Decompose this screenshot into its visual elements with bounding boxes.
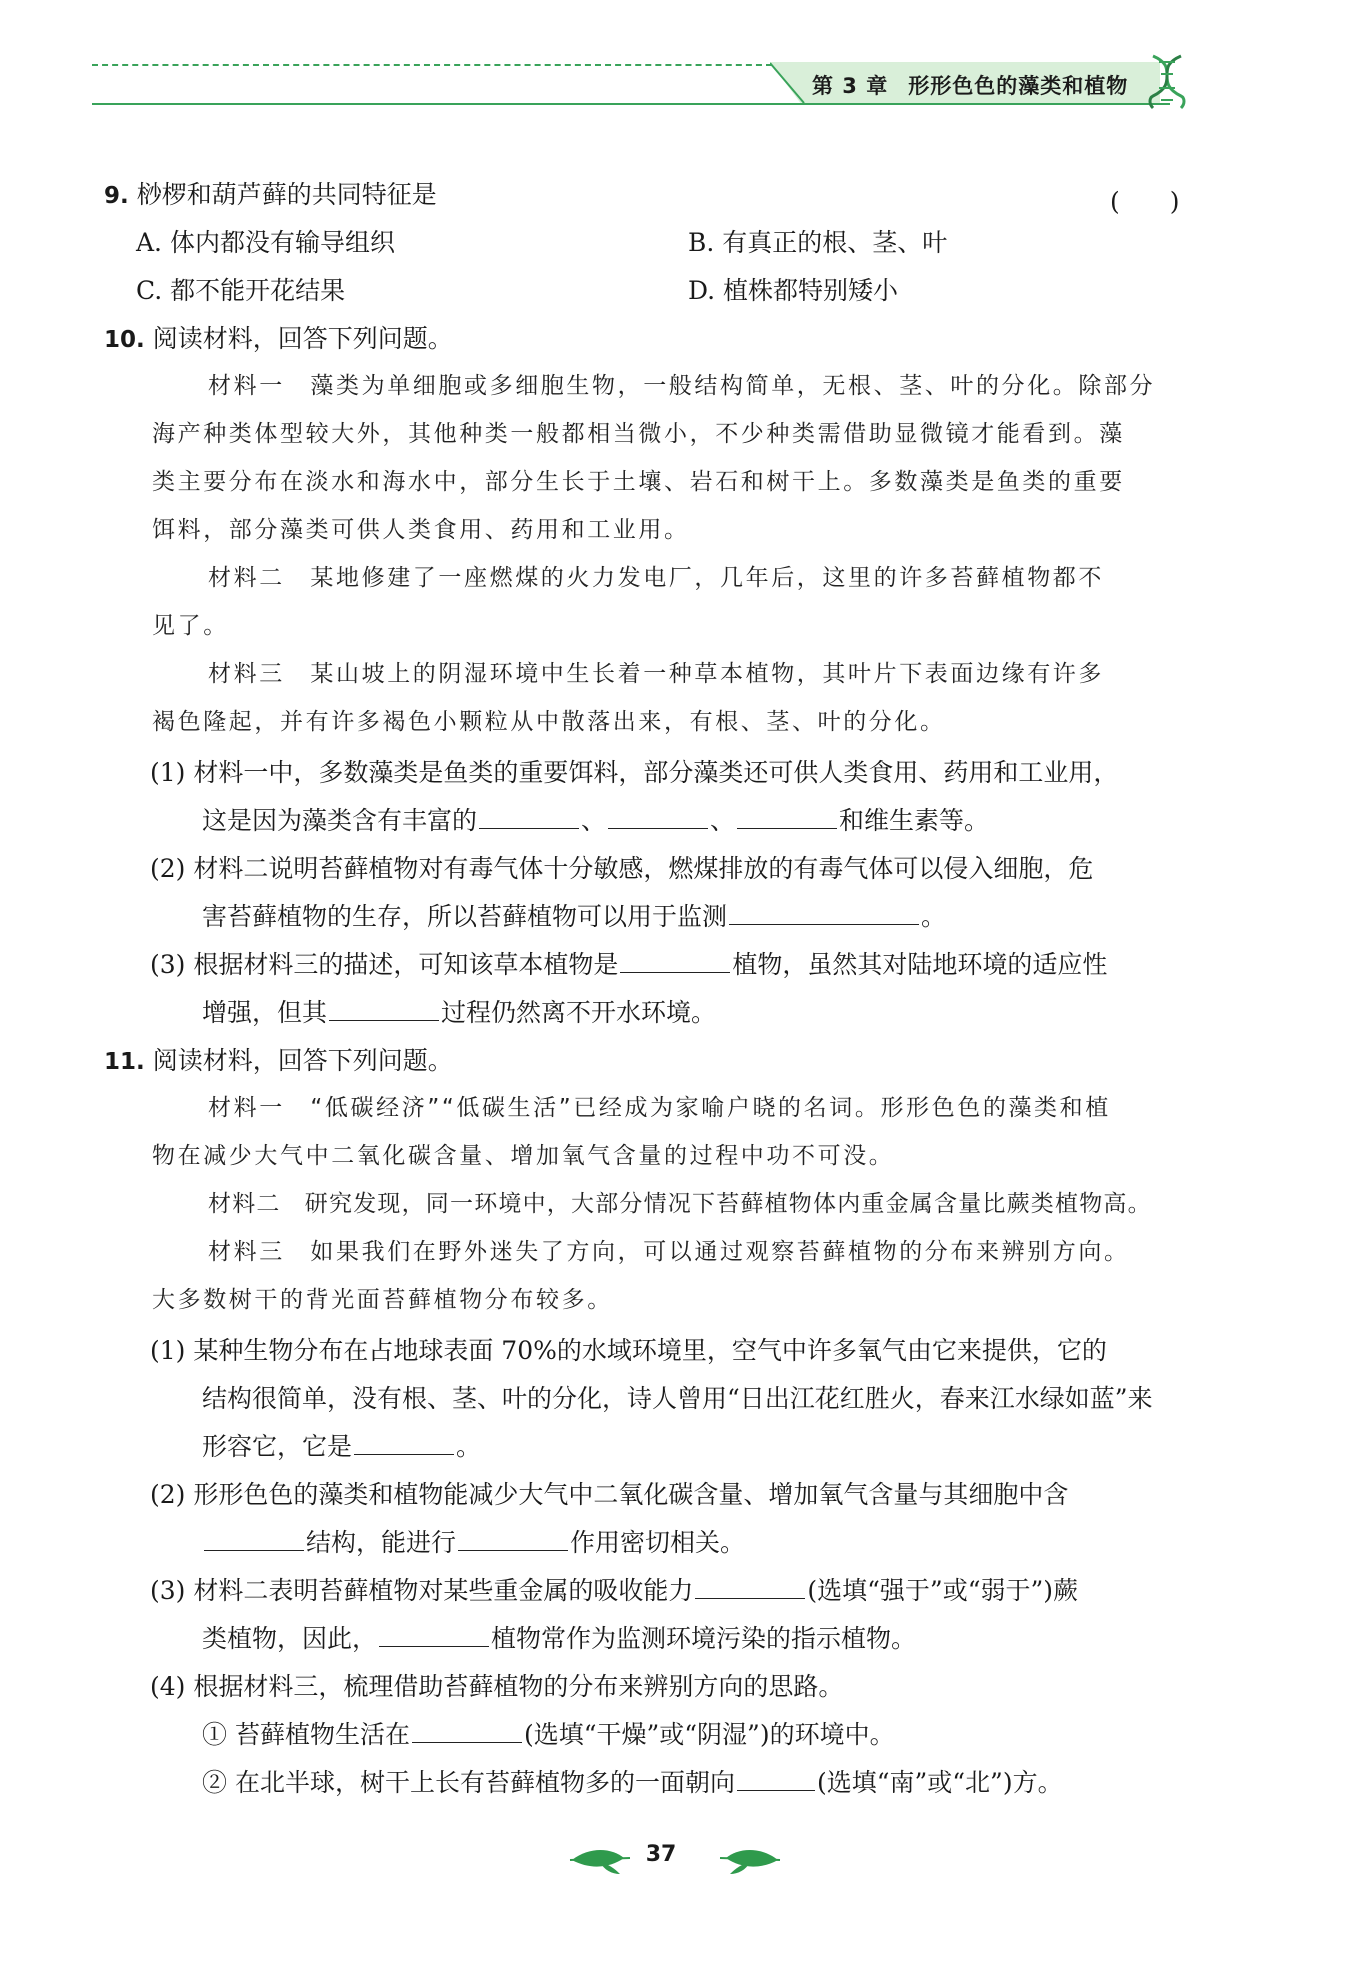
- q10-sub3-text-3: 增强，但其: [202, 998, 328, 1027]
- q10-sub1-tail: 和维生素等。: [839, 806, 990, 835]
- q10-material-1-line-4: 饵料，部分藻类可供人类食用、药用和工业用。: [152, 517, 690, 543]
- q11-sub1-line-2: 结构很简单，没有根、茎、叶的分化，诗人曾用“日出江花红胜火，春来江水绿如蓝”来: [202, 1384, 1153, 1413]
- q11-sub2-text: 结构，能进行: [306, 1528, 457, 1557]
- q11-sub4-item-2-text: ② 在北半球，树干上长有苔藓植物多的一面朝向: [202, 1768, 735, 1797]
- header-dashed-rule: [92, 64, 772, 66]
- q9-option-c: C. 都不能开花结果: [136, 276, 346, 305]
- q10-material-2-line-1: 材料二 某地修建了一座燃煤的火力发电厂，几年后，这里的许多苔藓植物都不: [208, 565, 1104, 591]
- q10-sub1-blank-1[interactable]: [479, 808, 579, 829]
- q10-sub3-blank-2[interactable]: [329, 1000, 439, 1021]
- dna-helix-icon: [1145, 52, 1189, 112]
- q10-sub2-line-1: (2) 材料二说明苔藓植物对有毒气体十分敏感，燃煤排放的有毒气体可以侵入细胞，危: [150, 854, 1094, 883]
- q11-material-1-line-1: 材料一 “低碳经济”“低碳生活”已经成为家喻户晓的名词。形形色色的藻类和植: [208, 1095, 1111, 1121]
- q10-stem-line: [104, 326, 453, 352]
- q11-sub4-item-1: [202, 1722, 895, 1747]
- q11-sub4-item-2-tail: (选填“南”或“北”)方。: [816, 1768, 1063, 1797]
- q10-sub1-blank-2[interactable]: [608, 808, 708, 829]
- q11-sub3-tail: 植物常作为监测环境污染的指示植物。: [491, 1624, 917, 1653]
- q10-sub1-text: 这是因为藻类含有丰富的: [202, 806, 478, 835]
- q9-option-a: A. 体内都没有输导组织: [136, 228, 395, 257]
- chapter-number: 第 3 章: [812, 74, 889, 98]
- q11-sub3-text-3: 类植物，因此，: [202, 1624, 378, 1653]
- q10-number: 10.: [104, 327, 145, 353]
- q10-sub1-line-1: (1) 材料一中，多数藻类是鱼类的重要饵料，部分藻类还可供人类食用、药用和工业用，: [150, 758, 1119, 787]
- q11-sub3-line-1: [150, 1578, 1078, 1603]
- q10-sub2-text: 害苔藓植物的生存，所以苔藓植物可以用于监测: [202, 902, 728, 931]
- q11-sub2-blank-1[interactable]: [204, 1530, 304, 1551]
- q10-material-3-line-2: 褐色隆起，并有许多褐色小颗粒从中散落出来，有根、茎、叶的分化。: [152, 709, 946, 735]
- q11-sub3-line-2: [202, 1626, 916, 1651]
- q9-answer-paren: ( ): [1110, 187, 1180, 216]
- q10-sub2-tail: 。: [921, 902, 947, 931]
- leaf-left-icon: [570, 1850, 630, 1874]
- leaf-right-icon: [720, 1850, 780, 1874]
- q10-sub1-sep-2: 、: [710, 806, 736, 835]
- header-solid-rule: [92, 103, 1170, 105]
- q11-sub4-item-1-tail: (选填“干燥”或“阴湿”)的环境中。: [523, 1720, 895, 1749]
- q11-material-3-line-1: 材料三 如果我们在野外迷失了方向，可以通过观察苔藓植物的分布来辨别方向。: [208, 1239, 1130, 1265]
- header-tab-edge: [770, 62, 808, 104]
- q10-sub1-sep-1: 、: [581, 806, 607, 835]
- q9-stem: 桫椤和葫芦藓的共同特征是: [136, 180, 437, 209]
- q11-sub2-blank-2[interactable]: [458, 1530, 568, 1551]
- q11-sub4-blank-1[interactable]: [412, 1722, 522, 1743]
- q10-material-2-line-2: 见了。: [152, 613, 229, 639]
- q11-material-1-line-2: 物在减少大气中二氧化碳含量、增加氧气含量的过程中功不可没。: [152, 1143, 895, 1169]
- q11-sub2-line-2: [202, 1530, 745, 1555]
- q10-sub3-line-2: [202, 1000, 716, 1025]
- q11-material-3-line-2: 大多数树干的背光面苔藓植物分布较多。: [152, 1287, 613, 1313]
- q10-sub3-line-1: [150, 952, 1107, 977]
- q11-number: 11.: [104, 1049, 145, 1075]
- q11-stem-line: [104, 1048, 453, 1074]
- q10-sub1-line-2: [202, 808, 989, 833]
- q11-sub1-line-1: (1) 某种生物分布在占地球表面 70%的水域环境里，空气中许多氧气由它来提供，它的: [150, 1336, 1107, 1365]
- page-number: 37: [645, 1842, 677, 1867]
- q11-sub3-blank-1[interactable]: [695, 1578, 805, 1599]
- q11-sub1-line-3: [202, 1434, 481, 1459]
- q10-sub2-blank[interactable]: [729, 904, 919, 925]
- q11-sub4-item-1-text: ① 苔藓植物生活在: [202, 1720, 410, 1749]
- q11-stem: 阅读材料，回答下列问题。: [152, 1046, 453, 1075]
- q10-material-1-line-3: 类主要分布在淡水和海水中，部分生长于土壤、岩石和树干上。多数藻类是鱼类的重要: [152, 469, 1125, 495]
- q11-sub4-item-2: [202, 1770, 1063, 1795]
- q10-sub2-line-2: [202, 904, 946, 929]
- q10-sub3-blank-1[interactable]: [620, 952, 730, 973]
- q11-sub3-text: (3) 材料二表明苔藓植物对某些重金属的吸收能力: [150, 1576, 694, 1605]
- q11-sub4-line: (4) 根据材料三，梳理借助苔藓植物的分布来辨别方向的思路。: [150, 1672, 844, 1701]
- q9-option-b: B. 有真正的根、茎、叶: [688, 228, 948, 257]
- q11-sub2-line-1: (2) 形形色色的藻类和植物能减少大气中二氧化碳含量、增加氧气含量与其细胞中含: [150, 1480, 1069, 1509]
- q11-material-2-line-1: 材料二 研究发现，同一环境中，大部分情况下苔藓植物体内重金属含量比蕨类植物高。: [208, 1191, 1152, 1217]
- q9-option-d: D. 植株都特别矮小: [688, 276, 899, 305]
- q10-stem: 阅读材料，回答下列问题。: [152, 324, 453, 353]
- q11-sub3-text-2: (选填“强于”或“弱于”)蕨: [807, 1576, 1079, 1605]
- q10-sub1-blank-3[interactable]: [737, 808, 837, 829]
- chapter-title: 形形色色的藻类和植物: [908, 74, 1129, 98]
- q11-sub1-tail: 。: [456, 1432, 482, 1461]
- q11-sub3-blank-2[interactable]: [379, 1626, 489, 1647]
- q11-sub2-tail: 作用密切相关。: [570, 1528, 746, 1557]
- q9-number: 9.: [104, 183, 129, 209]
- q11-sub1-blank[interactable]: [354, 1434, 454, 1455]
- q10-sub3-text: (3) 根据材料三的描述，可知该草本植物是: [150, 950, 619, 979]
- q10-material-1-line-1: 材料一 藻类为单细胞或多细胞生物，一般结构简单，无根、茎、叶的分化。除部分: [208, 373, 1156, 399]
- q10-material-3-line-1: 材料三 某山坡上的阴湿环境中生长着一种草本植物，其叶片下表面边缘有许多: [208, 661, 1104, 687]
- q10-sub3-text-2: 植物，虽然其对陆地环境的适应性: [732, 950, 1108, 979]
- q11-sub1-text: 形容它，它是: [202, 1432, 353, 1461]
- header-title: [812, 70, 1128, 100]
- q9-stem-line: [104, 182, 437, 208]
- q10-sub3-tail: 过程仍然离不开水环境。: [441, 998, 717, 1027]
- q11-sub4-blank-2[interactable]: [737, 1770, 815, 1791]
- q10-material-1-line-2: 海产种类体型较大外，其他种类一般都相当微小，不少种类需借助显微镜才能看到。藻: [152, 421, 1125, 447]
